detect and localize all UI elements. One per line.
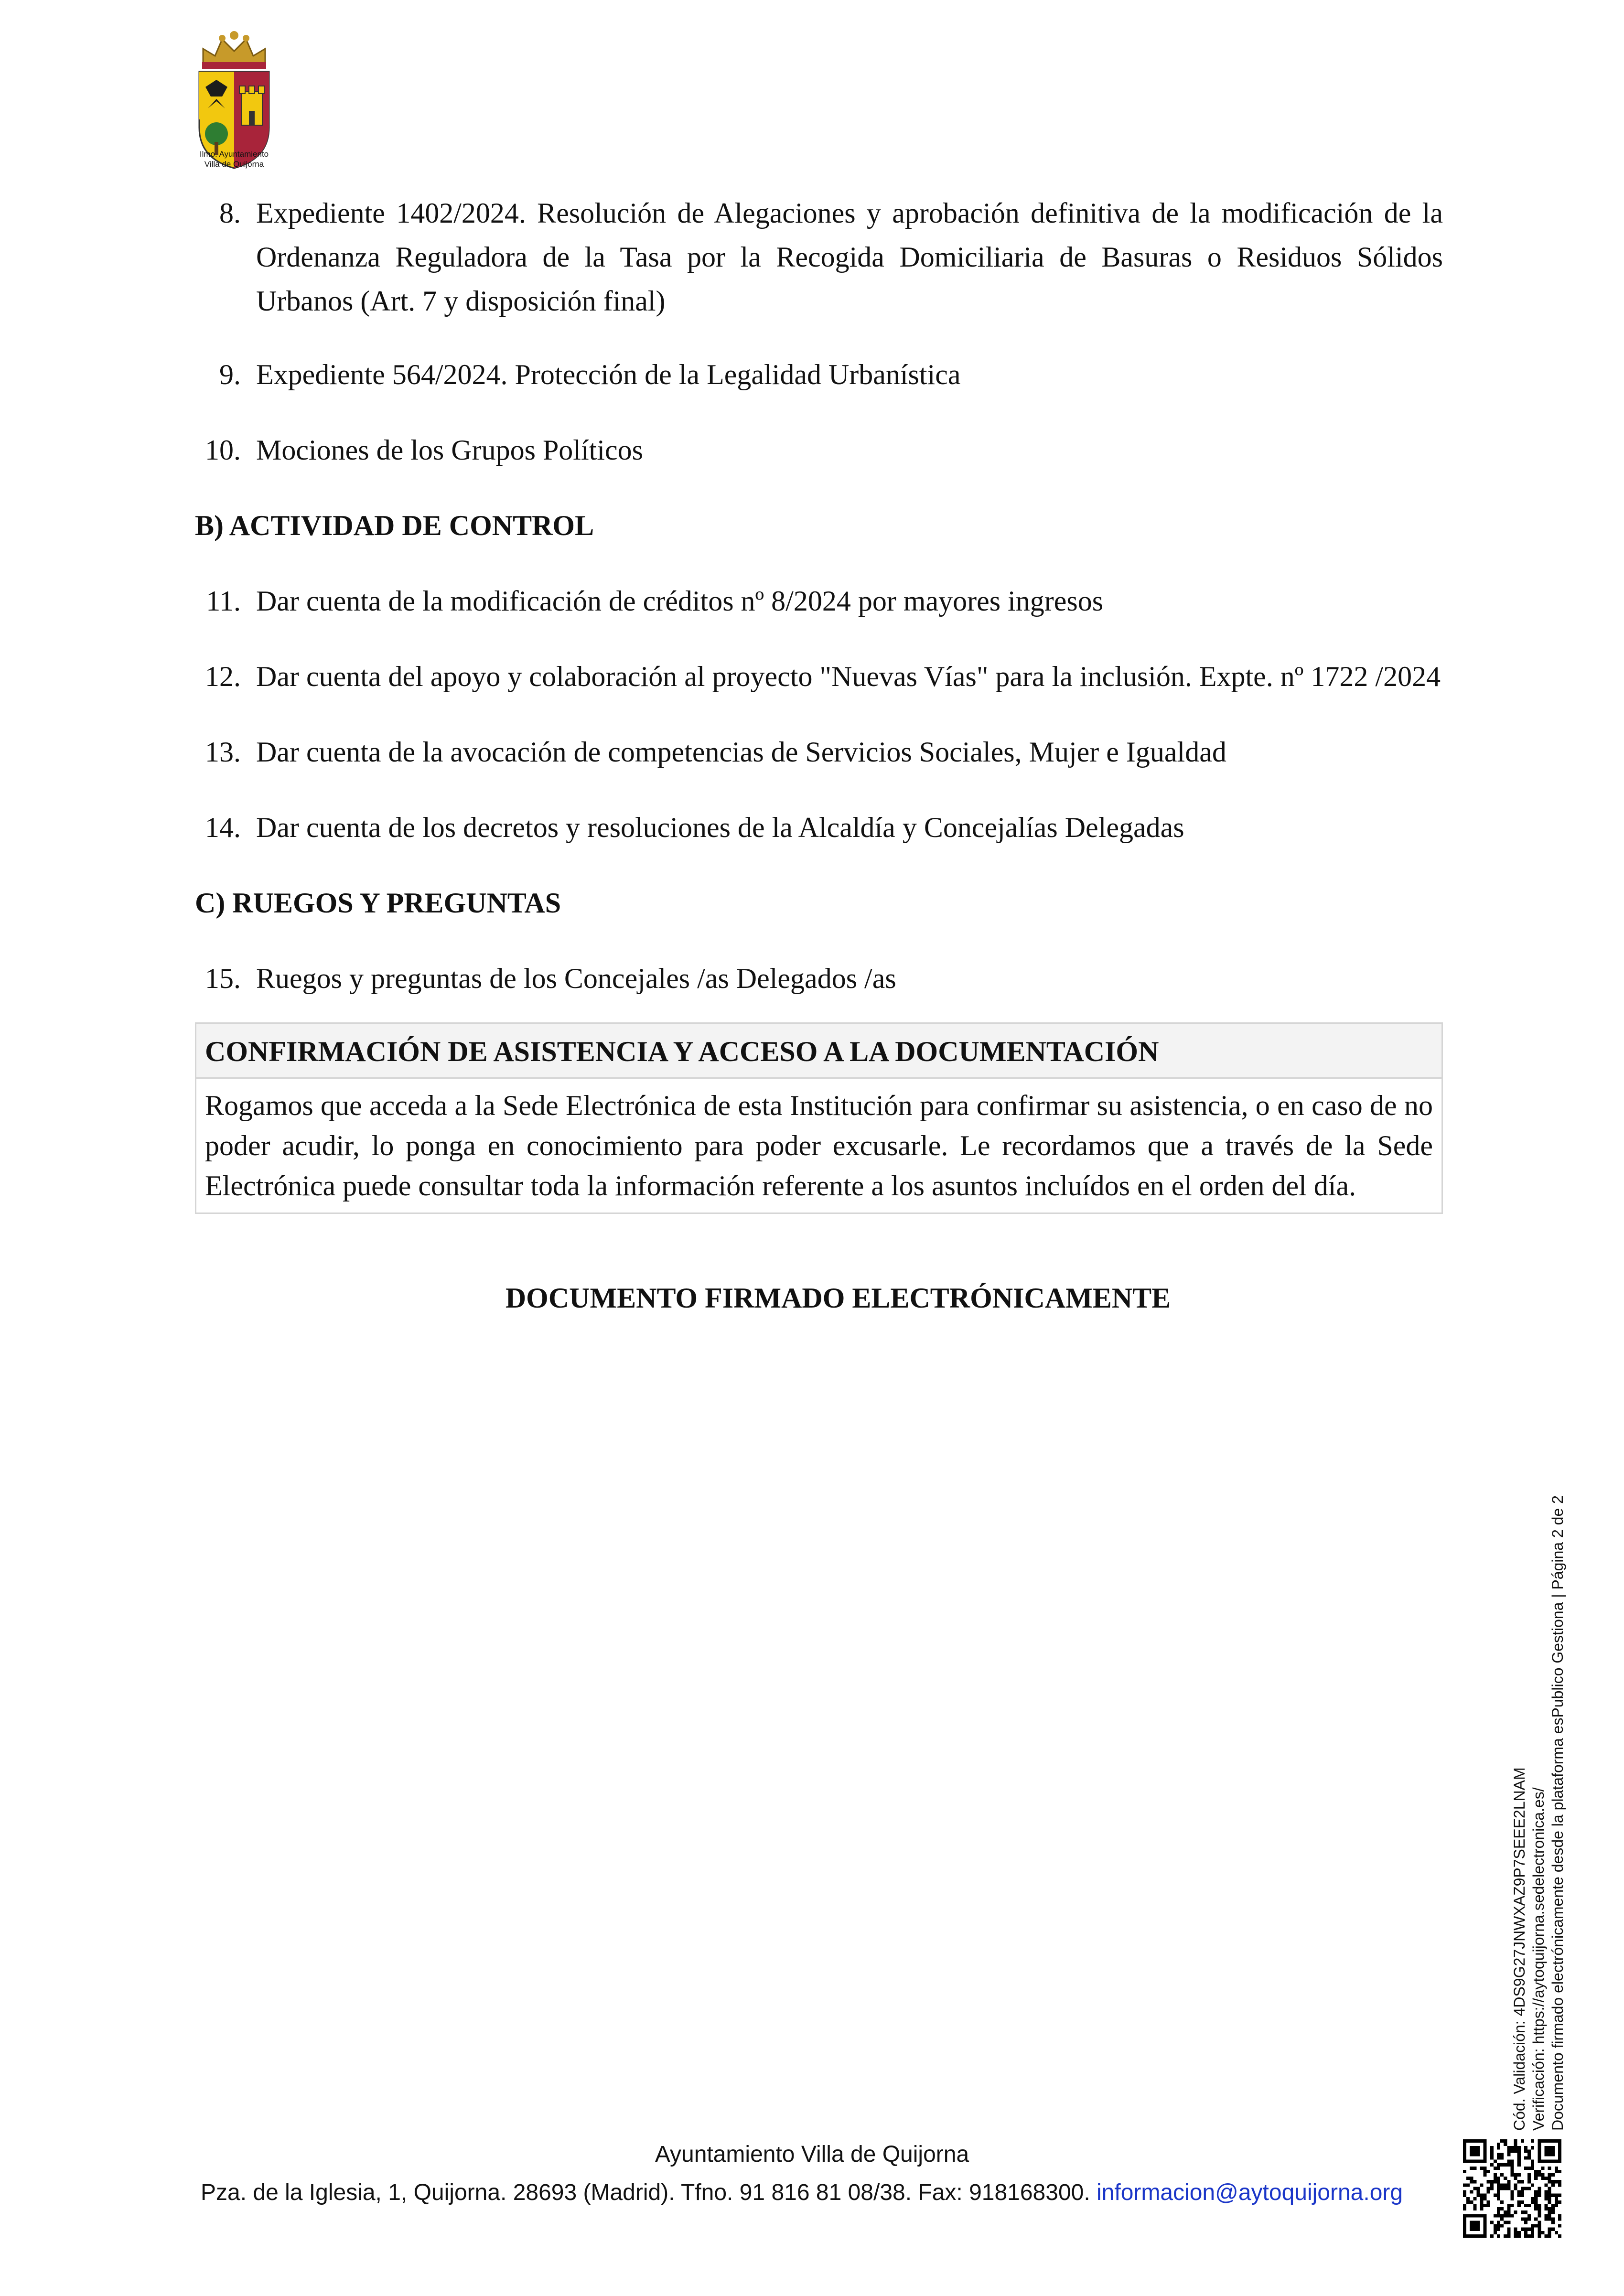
logo-caption-line2: Villa de Quijorna (204, 160, 264, 169)
signed-notice: DOCUMENTO FIRMADO ELECTRÓNICAMENTE (505, 1282, 1171, 1314)
item-number: 14. (205, 812, 241, 843)
validation-code: Cód. Validación: 4DS9G27JNWXAZ9P7SEEE2LNAM (1511, 1767, 1528, 2131)
document-body (195, 191, 1443, 1320)
signature-platform-note: Documento firmado electrónicamente desde la plataforma esPublico Gestiona | Página 2 de 2 (1549, 1495, 1566, 2131)
item-text: Mociones de los Grupos Políticos (256, 434, 643, 466)
section-heading-c: C) RUEGOS Y PREGUNTAS (195, 887, 561, 919)
footer-contact-line (201, 2179, 1433, 2206)
footer-organization-name: Ayuntamiento Villa de Quijorna (655, 2142, 969, 2167)
item-text: Dar cuenta de la avocación de competencias de Servicios Sociales, Mujer e Igualdad (256, 736, 1226, 768)
confirmation-box-title: CONFIRMACIÓN DE ASISTENCIA Y ACCESO A LA DOCUMENTACIÓN (196, 1024, 1441, 1079)
item-number: 9. (219, 359, 241, 390)
agenda-item-11 (195, 579, 1443, 623)
item-number: 11. (206, 585, 241, 617)
item-number: 8. (219, 197, 241, 229)
footer-address: Pza. de la Iglesia, 1, Quijorna. 28693 (Madrid). Tfno. 91 816 81 08/38. Fax: 918168300. (201, 2180, 1097, 2205)
validation-side-text (1510, 1419, 1567, 2131)
agenda-item-9 (195, 353, 1443, 397)
agenda-item-15 (195, 956, 1443, 1000)
agenda-item-13 (195, 730, 1443, 774)
confirmation-box-body: Rogamos que acceda a la Sede Electrónica de esta Institución para confirmar su asistencia, o en caso de no poder acudir, lo ponga en conocimiento para poder excusarle. Le recordamos que a través de la Sede Electrónica puede consultar toda la información referente a los asuntos incluídos en el orden del día. (205, 1090, 1433, 1202)
confirmation-box (195, 1022, 1443, 1214)
item-number: 15. (205, 963, 241, 994)
item-text: Dar cuenta de la modificación de créditos nº 8/2024 por mayores ingresos (256, 585, 1104, 617)
agenda-item-10 (195, 428, 1443, 472)
item-text: Ruegos y preguntas de los Concejales /as Delegados /as (256, 963, 896, 994)
item-number: 12. (205, 661, 241, 692)
agenda-item-8 (195, 191, 1443, 323)
agenda-item-12 (195, 654, 1443, 698)
item-text: Dar cuenta del apoyo y colaboración al proyecto "Nuevas Vías" para la inclusión. Expte. nº 1722 /2024 (256, 661, 1441, 692)
logo-caption-line1: Ilmo. Ayuntamiento (199, 150, 269, 159)
item-number: 13. (205, 736, 241, 768)
verification-url[interactable]: Verificación: https://aytoquijorna.sedelectronica.es/ (1530, 1787, 1547, 2131)
item-text: Dar cuenta de los decretos y resoluciones de la Alcaldía y Concejalías Delegadas (256, 812, 1184, 843)
footer-email-link[interactable]: informacion@aytoquijorna.org (1097, 2180, 1403, 2205)
item-number: 10. (205, 434, 241, 466)
agenda-item-14 (195, 805, 1443, 849)
section-heading-b: B) ACTIVIDAD DE CONTROL (195, 510, 594, 541)
item-text: Expediente 564/2024. Protección de la Legalidad Urbanística (256, 359, 961, 390)
item-text: Expediente 1402/2024. Resolución de Alegaciones y aprobación definitiva de la modificación de la Ordenanza Reguladora de la Tasa por la Recogida Domiciliaria de Basuras o Residuos Sólidos Urbanos (Art. 7 y disposición final) (256, 197, 1443, 317)
